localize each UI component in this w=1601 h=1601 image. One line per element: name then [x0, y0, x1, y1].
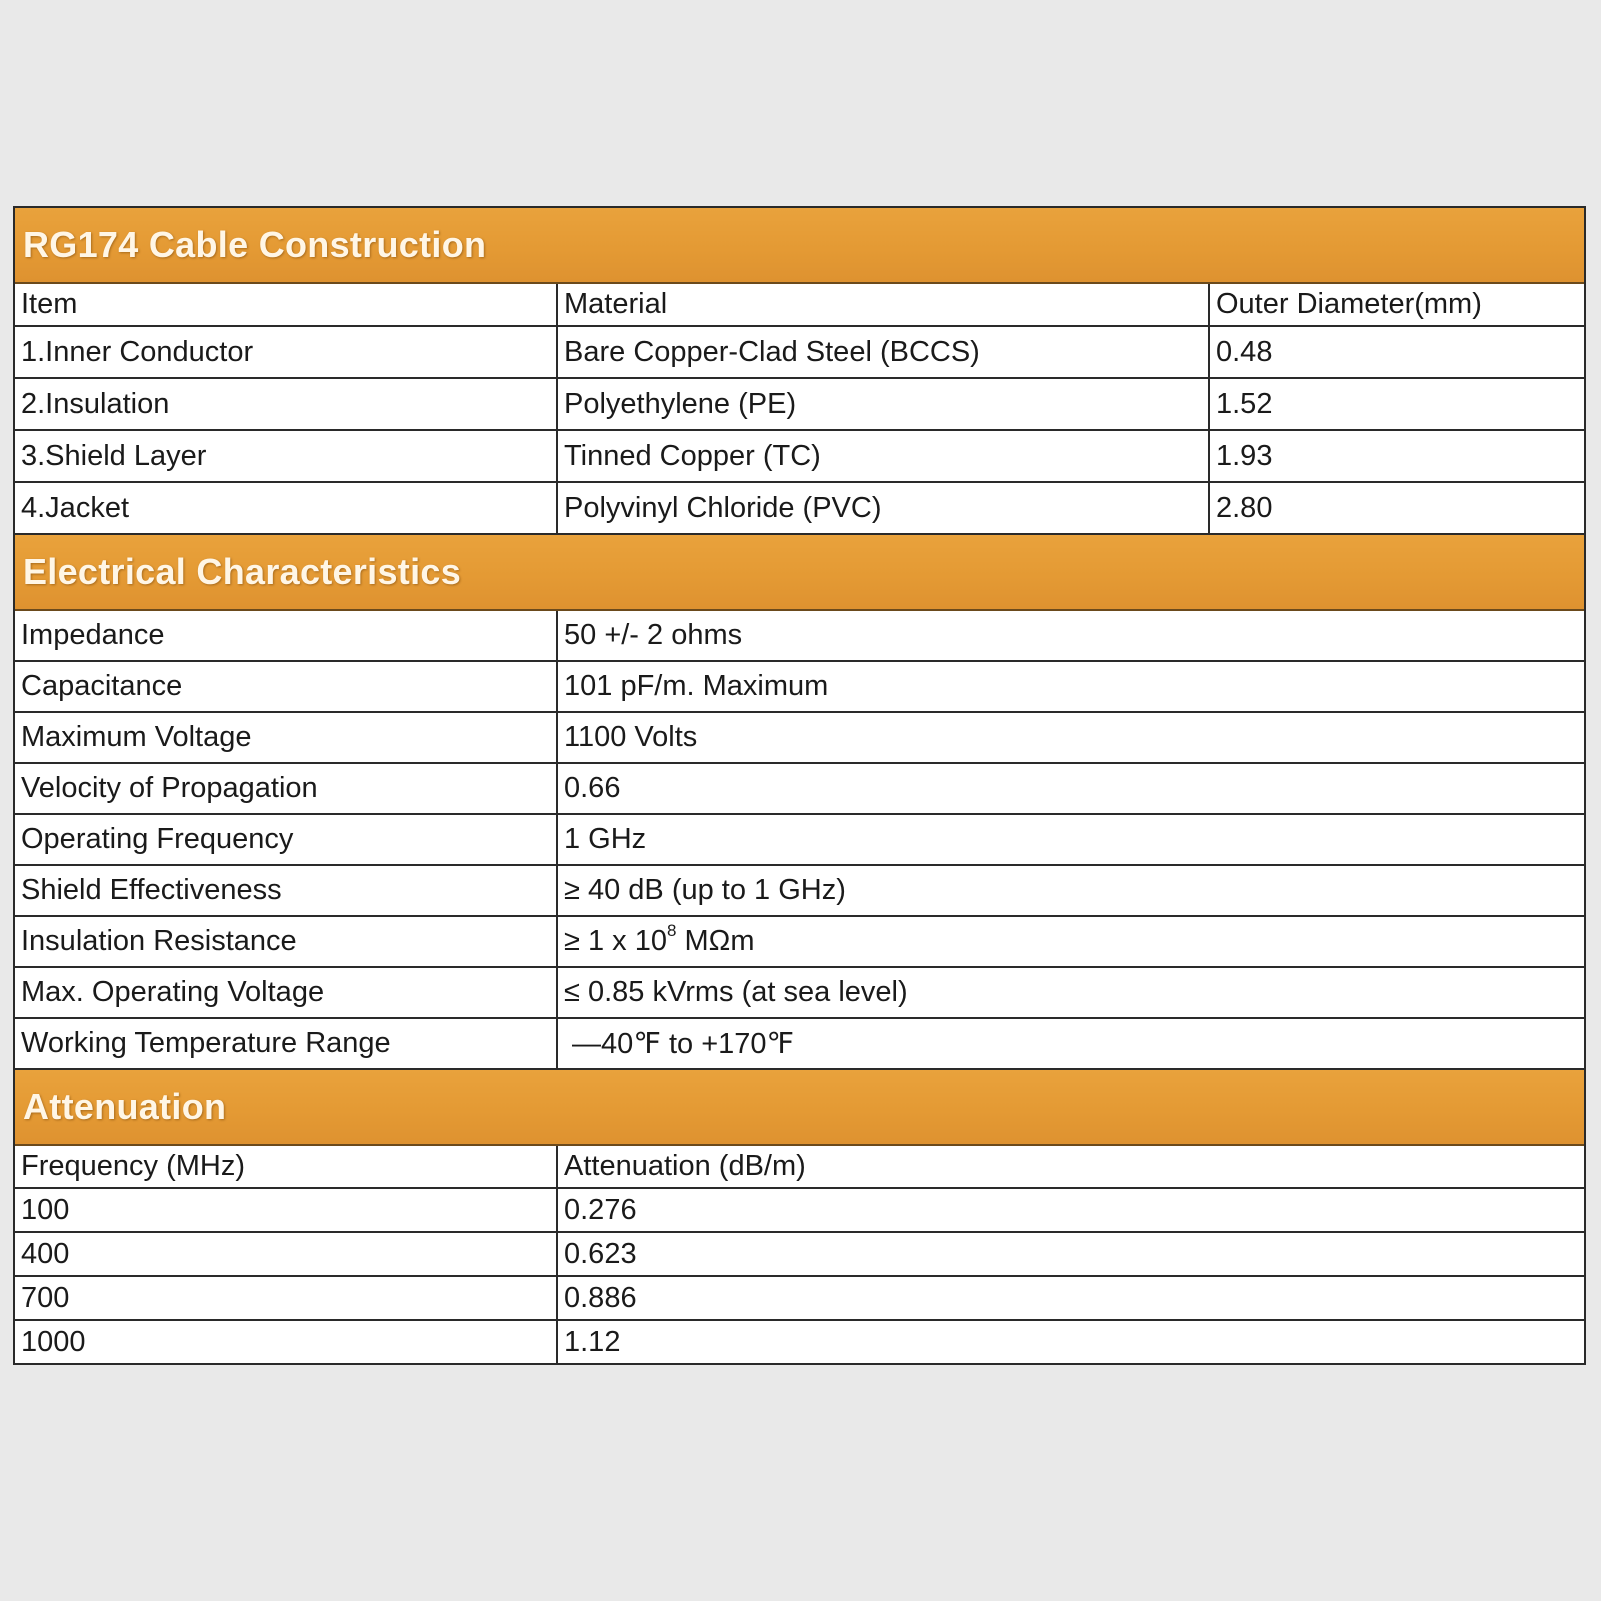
attenuation-column-headers [15, 1145, 1584, 1188]
value-suffix: MΩm [676, 925, 755, 957]
electrical-title: Electrical Characteristics [23, 551, 462, 592]
electrical-section-header [15, 534, 1584, 610]
construction-section-header [15, 208, 1584, 283]
electrical-label: Maximum Voltage [15, 712, 557, 763]
table-row [15, 712, 1584, 763]
column-header-item: Item [15, 283, 557, 326]
spec-table [15, 208, 1584, 1363]
electrical-label: Impedance [15, 610, 557, 661]
attenuation-value: 0.623 [557, 1232, 1584, 1276]
attenuation-value: 0.276 [557, 1188, 1584, 1232]
table-row [15, 1232, 1584, 1276]
column-header-material: Material [557, 283, 1209, 326]
electrical-label: Shield Effectiveness [15, 865, 557, 916]
electrical-label: Capacitance [15, 661, 557, 712]
electrical-value: ≥ 40 dB (up to 1 GHz) [557, 865, 1584, 916]
value-exponent: 8 [666, 921, 677, 940]
electrical-value: 0.66 [557, 763, 1584, 814]
electrical-label: Velocity of Propagation [15, 763, 557, 814]
electrical-value: —40℉ to +170℉ [557, 1018, 1584, 1069]
table-row [15, 763, 1584, 814]
electrical-value: ≤ 0.85 kVrms (at sea level) [557, 967, 1584, 1018]
attenuation-title: Attenuation [23, 1086, 227, 1127]
table-row [15, 1018, 1584, 1069]
construction-diameter: 1.93 [1209, 430, 1584, 482]
column-header-attenuation: Attenuation (dB/m) [557, 1145, 1584, 1188]
table-row [15, 865, 1584, 916]
table-row [15, 1188, 1584, 1232]
construction-column-headers [15, 283, 1584, 326]
construction-item: 1.Inner Conductor [15, 326, 557, 378]
value-prefix: ≥ 1 x 10 [564, 925, 667, 957]
spec-sheet [13, 206, 1586, 1365]
attenuation-value: 1.12 [557, 1320, 1584, 1363]
table-row [15, 378, 1584, 430]
electrical-value: 101 pF/m. Maximum [557, 661, 1584, 712]
table-row [15, 814, 1584, 865]
table-row [15, 610, 1584, 661]
table-row [15, 661, 1584, 712]
table-row [15, 326, 1584, 378]
attenuation-frequency: 1000 [15, 1320, 557, 1363]
electrical-value: 50 +/- 2 ohms [557, 610, 1584, 661]
table-row [15, 482, 1584, 534]
table-row [15, 430, 1584, 482]
construction-item: 2.Insulation [15, 378, 557, 430]
electrical-label: Max. Operating Voltage [15, 967, 557, 1018]
construction-title: RG174 Cable Construction [23, 224, 487, 265]
attenuation-value: 0.886 [557, 1276, 1584, 1320]
column-header-outer-diameter: Outer Diameter(mm) [1209, 283, 1584, 326]
construction-diameter: 2.80 [1209, 482, 1584, 534]
construction-diameter: 0.48 [1209, 326, 1584, 378]
construction-item: 4.Jacket [15, 482, 557, 534]
table-row [15, 967, 1584, 1018]
electrical-label: Operating Frequency [15, 814, 557, 865]
electrical-value: 1100 Volts [557, 712, 1584, 763]
table-row [15, 1320, 1584, 1363]
table-row [15, 1276, 1584, 1320]
attenuation-frequency: 400 [15, 1232, 557, 1276]
electrical-label: Working Temperature Range [15, 1018, 557, 1069]
table-row [15, 916, 1584, 967]
construction-material: Polyethylene (PE) [557, 378, 1209, 430]
attenuation-section-header [15, 1069, 1584, 1145]
attenuation-frequency: 700 [15, 1276, 557, 1320]
electrical-label: Insulation Resistance [15, 916, 557, 967]
construction-material: Tinned Copper (TC) [557, 430, 1209, 482]
construction-diameter: 1.52 [1209, 378, 1584, 430]
construction-material: Polyvinyl Chloride (PVC) [557, 482, 1209, 534]
attenuation-frequency: 100 [15, 1188, 557, 1232]
column-header-frequency: Frequency (MHz) [15, 1145, 557, 1188]
electrical-value [557, 916, 1584, 967]
construction-material: Bare Copper-Clad Steel (BCCS) [557, 326, 1209, 378]
construction-item: 3.Shield Layer [15, 430, 557, 482]
electrical-value: 1 GHz [557, 814, 1584, 865]
